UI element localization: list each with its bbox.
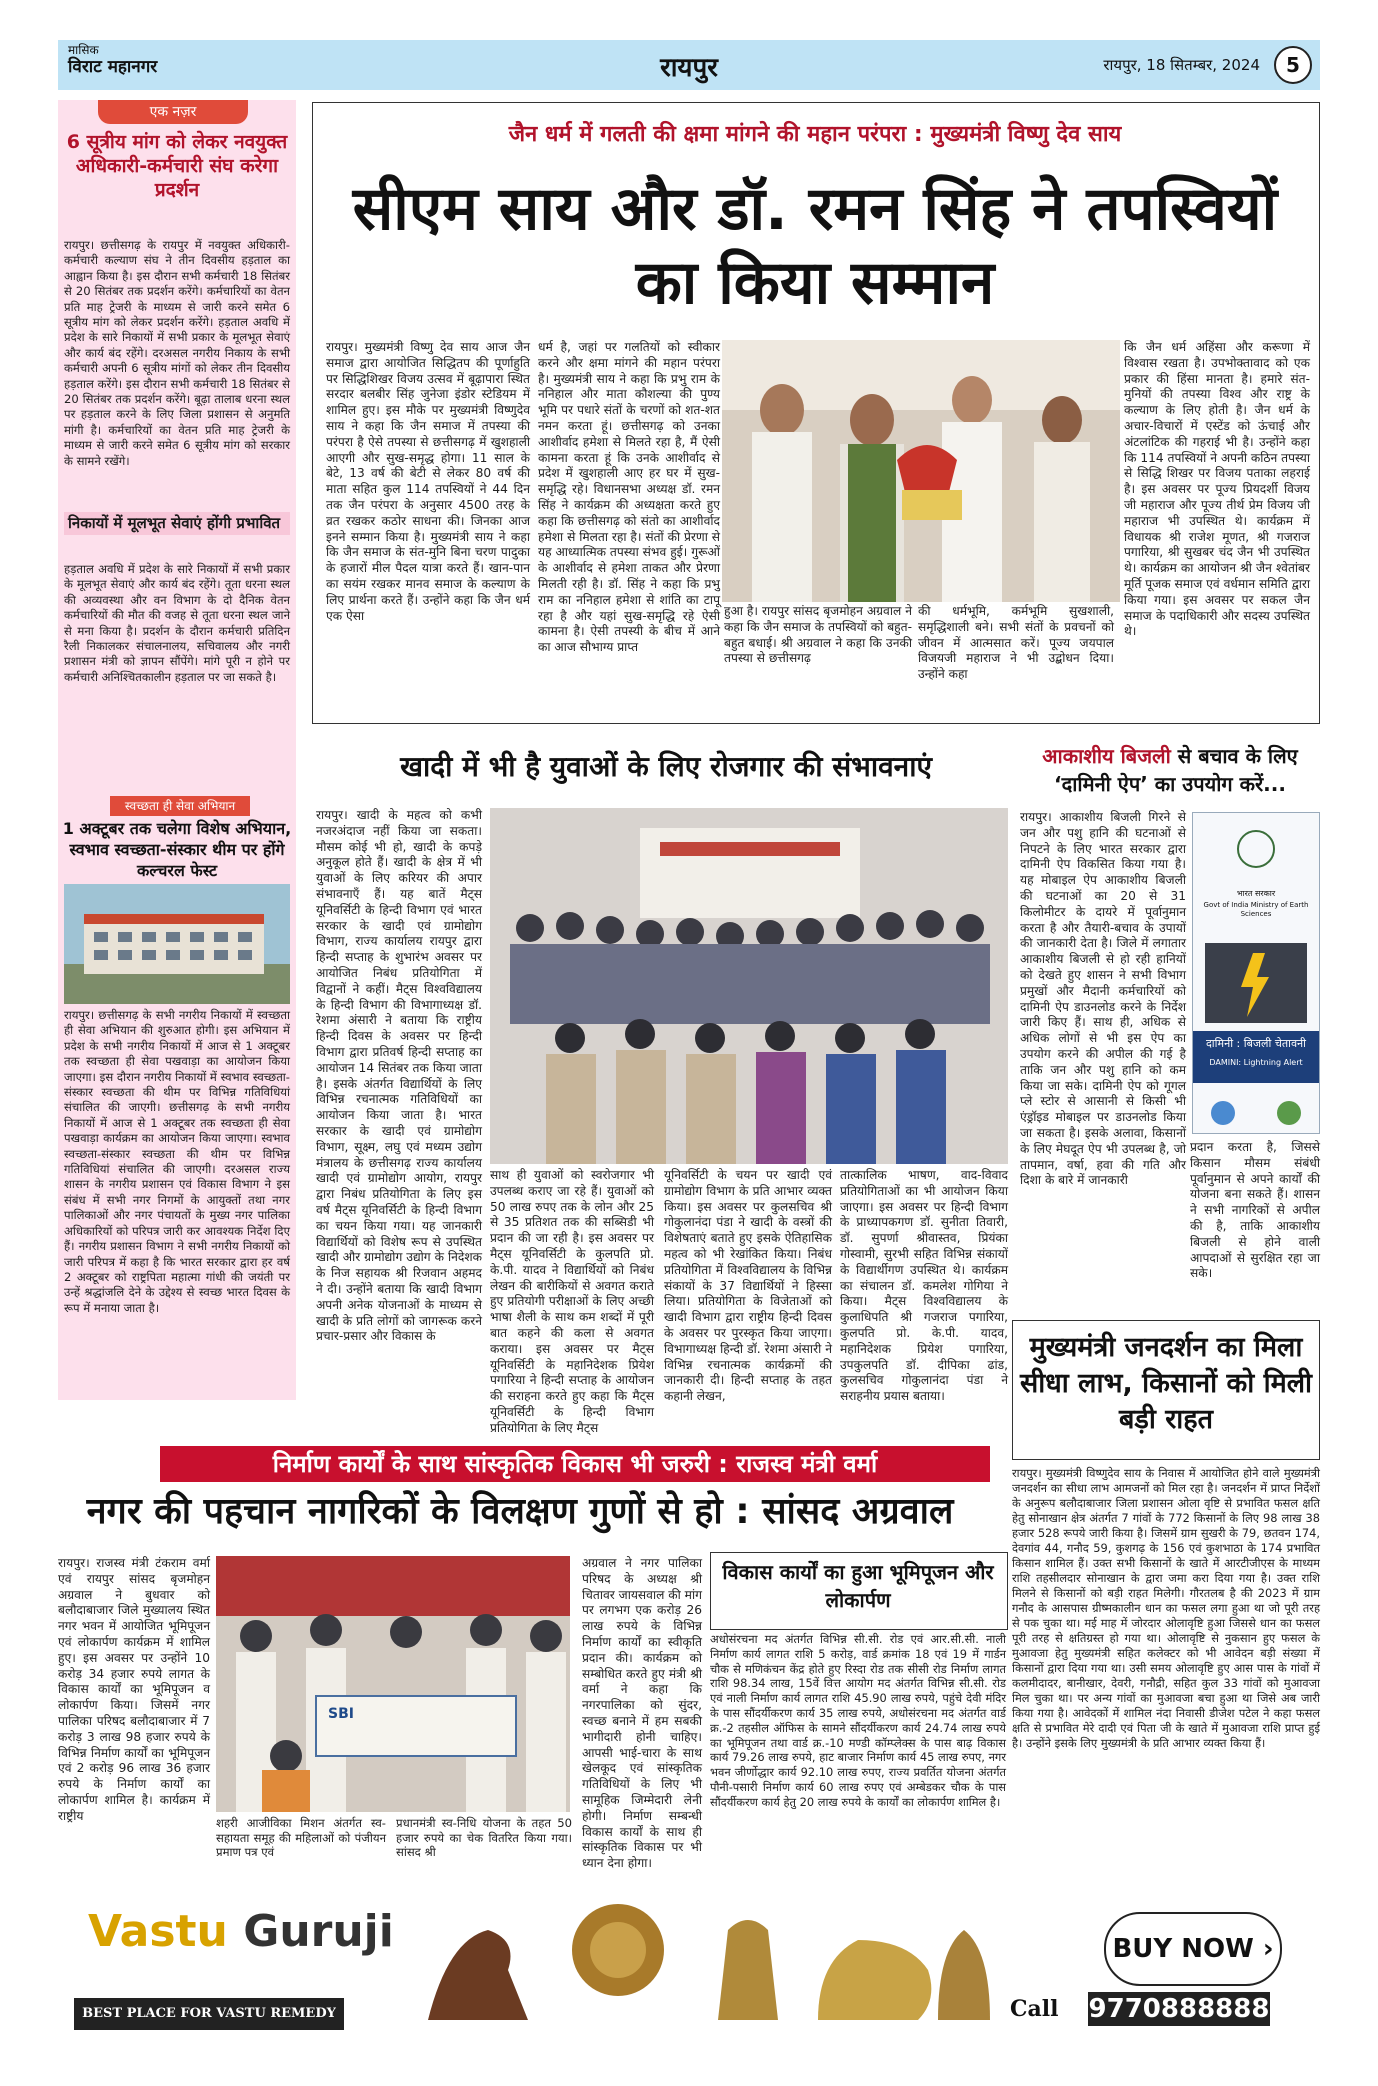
paper-name: मासिक विराट महानगर xyxy=(68,43,158,77)
damini-headline: आकाशीय बिजली से बचाव के लिए ‘दामिनी ऐप’ का उपयोग करें... xyxy=(1042,744,1298,796)
bottom-col-1: रायपुर। राजस्व मंत्री टंकराम वर्मा एवं रायपुर सांसद बृजमोहन अग्रवाल ने बुधवार को बलौदाबाजार जिले मुख्यालय स्थित नगर भवन में आयोजित भूमिपूजन एवं लोकार्पण कार्यक्रम में शामिल हुए। इस अवसर पर उन्होंने 10 करोड़ 34 हजार रुपये लागत के विकास कार्यों का भूमिपूजन व लोकार्पण किया। जिसमें नगर पालिका परिषद बलौदाबाजार में 7 करोड़ 3 लाख 98 हजार रुपये के विभिन्न निर्माण कार्यों का भूमिपूजन एवं 2 करोड़ 96 लाख 36 हजार रुपये के निर्माण कार्यों का लोकार्पण शामिल है। कार्यक्रम में राष्ट्रीय xyxy=(58,1556,210,1823)
phone-number[interactable]: 9770888888 xyxy=(1088,1994,1270,2024)
app-ministry: Govt of India Ministry of Earth Sciences xyxy=(1203,901,1309,918)
khadi-col-4: तात्कालिक भाषण, वाद-विवाद प्रतियोगिताओं का भी आयोजन किया जाएगा। इस अवसर पर हिन्दी विभाग के प्राध्यापकगण डॉ. सुनीता तिवारी, डॉ. सुपर्णा श्रीवास्तव, प्रियंका गोस्वामी, सुरभी सहित विभिन्न संकायों के विद्यार्थीगण उपस्थित थे। कार्यक्रम का संचालन डॉ. कमलेश गोगिया ने किया। मैट्स विश्वविद्यालय के कुलाधिपति श्री गजराज पगारिया, कुलपति प्रो. के.पी. यादव, महानिदेशक प्रियेश पगारिया, उपकुलपति डॉ. दीपिका ढांड, कुलसचिव गोकुलानंदा पंडा ने सराहनीय प्रयास बताया। xyxy=(840,1168,1008,1404)
app-govt: भारत सरकार xyxy=(1236,889,1276,898)
felicitation-photo xyxy=(722,340,1120,602)
lead-col-4: कि जैन धर्म अहिंसा और करूणा में विश्वास रखता है। उपभोक्तावाद को एक प्रकार की हिंसा मानता है। हमारे संत-मुनियों की तपस्या विश्व और राष्ट्र के कल्याण के लिए होती है। जैन धर्म के अचार-विचारों में एस्टेंड को ऊंचाई और अंटलांटिक की गहराई भी है। उन्होंने कहा कि 114 तपस्वियों ने अपनी कठिन तपस्या से सिद्धि शिखर पर विजय पताका लहराई है। इस अवसर पर पूज्य प्रियदर्शी विजय जी महाराज और पूज्य तीर्थ प्रेम विजय जी महाराज भी उपस्थित थे। कार्यक्रम में विधायक श्री राजेश मूणत, श्री गजराज पगारिया, श्री सुखबर चंद जैन भी उपस्थित थे। कार्यक्रम का आयोजन श्री जैन श्वेतांबर मूर्ति पूजक समाज एवं वर्धमान समिति द्वारा किया गया। इस अवसर पर सकल जैन समाज के पदाधिकारी और सदस्य उपस्थित थे। xyxy=(1124,340,1310,639)
page-number: 5 xyxy=(1274,46,1312,84)
lead-col-1: रायपुर। मुख्यमंत्री विष्णु देव साय आज जैन समाज द्वारा आयोजित सिद्धितप की पूर्णाहुति पर सिद्धिशिखर विजय उत्सव में बूढ़ापारा स्थित सरदार बलबीर सिंह जुनेजा इंडोर स्टेडियम में शामिल हुए। इस मौके पर मुख्यमंत्री विष्णुदेव साय ने कहा कि जैन समाज में तपस्या की परंपरा है ऐसे तपस्या से छत्तीसगढ़ में खुशहाली आएगी और सुख-समृद्ध होगा। 11 साल के बेटे, 13 वर्ष की बेटी से लेकर 80 वर्ष की माता सहित कुल 114 तपस्वियों ने 44 दिन तक जैन परंपरा के अनुसार 4500 तरह के व्रत रखकर कठोर साधना की। जिनका आज इनने सम्मान किया है। मुख्यमंत्री साय ने कहा कि जैन समाज के संत-मुनि बिना चरण पादुका के हजारों मील पैदल यात्रा करते हैं। खान-पान का सयंम रखकर मानव समाज के कल्याण के लिए प्रार्थना करते हैं। उन्होंने कहा कि जैन धर्म एक ऐसा xyxy=(326,340,530,623)
app-subtitle: DAMINI: Lightning Alert xyxy=(1209,1058,1303,1067)
ad-tagline: BEST PLACE FOR VASTU REMEDY xyxy=(74,1998,344,2030)
khadi-col-1: रायपुर। खादी के महत्व को कभी नजरअंदाज नहीं किया जा सकता। मौसम कोई भी हो, खादी के कपड़े अनुकूल होते हैं। खादी के क्षेत्र में भी युवाओं के लिए करियर की अपार संभावनाएँ हैं। यह बातें मैट्स यूनिवर्सिटी के हिन्दी विभाग एवं भारत सरकार के खादी एवं ग्रामोद्योग विभाग, राज्य कार्यालय रायपुर द्वारा हिन्दी सप्ताह के शुभारंभ अवसर पर आयोजित निबंध प्रतियोगिता में विद्वानों ने कहीं। मैट्स विश्वविद्यालय के हिन्दी विभाग की विभागाध्यक्ष डॉ. रेशमा अंसारी ने बताया कि राष्ट्रीय हिन्दी दिवस के अवसर पर हिन्दी विभाग द्वारा प्रतिवर्ष हिन्दी सप्ताह का आयोजन 14 सितंबर तक किया जाता है। इसके अंतर्गत विद्यार्थियों के लिए विभिन्न रचनात्मक गतिविधियों का आयोजन किया जाता है। भारत सरकार के खादी एवं ग्रामोद्योग विभाग, सूक्ष्म, लघु एवं मध्यम उद्योग मंत्रालय के छत्तीसगढ़ राज्य कार्यालय खादी एवं ग्रामोद्योग आयोग, रायपुर द्वारा निबंध प्रतियोगिता के लिए इस वर्ष मैट्स यूनिवर्सिटी के हिन्दी विभाग का चयन किया गया। यह जानकारी विद्यार्थियों को विशेष रूप से उपस्थित खादी और ग्रामोद्योग उद्योग के निदेशक के निज सहायक श्री रिजवान अहमद ने दी। उन्होंने बताया कि खादी विभाग अपनी अनेक योजनाओं के माध्यम से खादी के प्रति लोगों को जागरूक करने प्रचार-प्रसार और विकास के xyxy=(316,808,482,1344)
damini-text-1: रायपुर। आकाशीय बिजली गिरने से जन और पशु हानि की घटनाओं से निपटने के लिए भारत सरकार द्वारा दामिनी ऐप विकसित किया गया है। यह मोबाइल ऐप आकाशीय बिजली की घटनाओं का 20 से 31 किलोमीटर के दायरे में पूर्वानुमान करता है और तैयारी-बचाव के उपायों की जानकारी देता है। जिले में लगातार आकाशीय बिजली से हो रही हानियों को देखते हुए शासन ने सभी विभाग प्रमुखों और मैदानी कर्मचारियों को दामिनी ऐप डाउनलोड करने के निर्देश जारी किए हैं। साथ ही, अधिक से अधिक लोगों से भी इस ऐप का उपयोग करने की अपील की गई है ताकि जन और पशु हानि को कम किया जा सके। दामिनी ऐप को गूगल प्ले स्टोर से आसानी से किसी भी एंड्रॉइड मोबाइल पर डाउनलोड किया जा सकता है। इसके अलावा, किसानों के लिए मेघदूत ऐप भी उपलब्ध है, जो तापमान, वर्षा, हवा की गति और दिशा के बारे में जानकारी xyxy=(1020,810,1186,1188)
left-subhead: निकायों में मूलभूत सेवाएं होंगी प्रभावित xyxy=(64,512,290,535)
building-photo xyxy=(64,884,290,1004)
buy-now-button[interactable]: BUY NOW › xyxy=(1104,1912,1282,1986)
ad-brand: Vastu Guruji xyxy=(88,1906,394,1957)
app-name: दामिनी : बिजली चेतावनी xyxy=(1205,1037,1307,1050)
left-headline-1: 6 सूत्रीय मांग को लेकर नवयुक्त अधिकारी-कर्मचारी संघ करेगा प्रदर्शन xyxy=(66,131,288,201)
lead-kicker: जैन धर्म में गलती की क्षमा मांगने की महान परंपरा : मुख्यमंत्री विष्णु देव साय xyxy=(508,122,1122,147)
photo-caption-2: प्रधानमंत्री स्व-निधि योजना के तहत 50 हजार रुपये का चेक वितरित किया गया। सांसद श्री xyxy=(396,1816,572,1860)
jandarshan-text: रायपुर। मुख्यमंत्री विष्णुदेव साय के निवास में आयोजित होने वाले मुख्यमंत्री जनदर्शन का सीधा लाभ आमजनों को मिल रहा है। जनदर्शन में प्राप्त निर्देशों के अनुरूप बलौदाबाजार जिला प्रशासन ओला वृष्टि से प्रभावित फसल क्षति हेतु सोनाखान क्षेत्र अंतर्गत 7 गांवों के 772 किसानों के लिए 98 लाख 38 हजार 528 रूपये जारी किया है। जिसमें ग्राम सुखरी के 79, छतवन 174, देवगांव 44, गनौद 59, कुशगढ़ के 156 एवं कुशभाठा के 174 प्रभावित किसान शामिल हैं। उक्त सभी किसानों के खाते में आरटीजीएस के माध्यम राशि तहसीलदार सोनाखान के द्वारा जमा करा दिया गया है। उक्त राशि मिलने से किसानों को बड़ी राहत मिलेगी। गौरतलब है की 2023 में ग्राम गनौद के आसपास ग्रीष्मकालीन धान का फसल लगा हुआ था जो पूरी तरह से पक चुका था। मई माह में जोरदार ओलावृष्टि हुआ जिससे धान का फसल पूरी तरह से क्षतिग्रस्त हो गया था। ओलावृष्टि से नुकसान हुए फसल के मुआवजा हेतु मुख्यमंत्री सहित कलेक्टर को भी आवेदन बड़ी संख्या में किसानों द्वारा दिया गया था। उसी समय ओलावृष्टि हुए आस पास के गांवों में कलमीदादर, बानीखार, देवरी, गनौद्री, सहित कुल 33 गांवों को मुआवजा मिल चुका था। पर अन्य गांवों का मुआवजा बचा हुआ था जिसे अब जारी किया गया है। आवेदकों में शामिल नंदा निवासी डीजेश पटेल ने कहा फसल क्षति से प्रभावित मेरे दादी एवं पिता जी के खाते में मुआवजा राशि प्राप्त हुई है। उन्होंने इसके लिए मुख्यमंत्री के प्रति आभार व्यक्त किया हैं। xyxy=(1012,1466,1320,1750)
damini-text-2: प्रदान करता है, जिससे किसान मौसम संबंधी पूर्वानुमान से अपने कार्यों की योजना बना सकते हैं। शासन ने सभी नागरिकों से अपील की है, ताकि आकाशीय बिजली से होने वाली आपदाओं से सुरक्षित रहा जा सके। xyxy=(1190,1140,1320,1281)
section-tag: एक नज़र xyxy=(98,100,248,124)
khadi-col-2: साथ ही युवाओं को स्वरोजगार भी उपलब्ध कराए जा रहे हैं। युवाओं को 50 लाख रुपए तक के लोन और 25 से 35 प्रतिशत तक की सब्सिडी भी प्रदान की जा रही है। इस अवसर पर मैट्स यूनिवर्सिटी के कुलपति प्रो. के.पी. यादव ने विद्यार्थियों को निबंध लेखन की बारीकियों से अवगत कराते हुए प्रतियोगी परीक्षाओं के लिए अच्छी भाषा शैली के साथ कम शब्दों में पूरी बात कहने की कला से अवगत कराया। इस अवसर पर मैट्स यूनिवर्सिटी के महानिदेशक प्रियेश पगारिया ने हिन्दी सप्ताह के आयोजन की सराहना करते हुए कहा कि मैट्स यूनिवर्सिटी के हिन्दी विभाग प्रतियोगिता के लिए मैट्स xyxy=(490,1168,654,1435)
lead-headline: सीएम साय और डॉ. रमन सिंह ने तपस्वियों का किया सम्मान xyxy=(352,174,1278,318)
left-story-1: रायपुर। छत्तीसगढ़ के रायपुर में नवयुक्त अधिकारी-कर्मचारी कल्याण संघ ने तीन दिवसीय हड़ताल का आह्वान किया है। इस दौरान सभी कर्मचारी 18 सितंबर से 20 सितंबर तक प्रदर्शन करेंगे। कर्मचारियों का वेतन प्रति माह ट्रेजरी के माध्यम से जारी करने समेत 6 सूत्रीय मांग को लेकर प्रदर्शन करेंगे। हड़ताल अवधि में प्रदेश के सारे निकायों में सभी प्रकार के मूलभूत सेवाएं और कार्य बंद रहेंगे। दरअसल नगरीय निकाय के सभी कर्मचारी अपनी 6 सूत्रीय मांगों को लेकर तीन दिवसीय हड़ताल करेंगे। इस दौरान सभी कर्मचारी 18 सितंबर से 20 सितंबर तक प्रदर्शन करेंगे। बूढ़ा तालाब धरना स्थल पर हड़ताल करने के लिए जिला प्रशासन से अनुमति मांगी है। कर्मचारियों का वेतन प्रति माह ट्रेजरी के माध्यम से जारी करने समेत 6 सूत्रीय मांग को सरकार के सामने रखेंगे। xyxy=(64,238,290,468)
call-label: Call xyxy=(1010,1996,1059,2022)
bottom-kicker-band: निर्माण कार्यों के साथ सांस्कृतिक विकास भी जरुरी : राजस्व मंत्री वर्मा xyxy=(160,1446,990,1482)
left-headline-2: 1 अक्टूबर तक चलेगा विशेष अभियान, स्वभाव स्वच्छता-संस्कार थीम पर होंगे कल्चरल फेस्ट xyxy=(62,819,292,880)
lightning-icon xyxy=(1193,813,1319,1133)
vikas-headline: विकास कार्यों का हुआ भूमिपूजन और लोकार्पण xyxy=(722,1560,994,1612)
city-title: रायपुर xyxy=(660,53,718,83)
sbi-logo-text: SBI xyxy=(328,1706,354,1722)
idols-image xyxy=(418,1890,998,2030)
vikas-text: अधोसंरचना मद अंतर्गत विभिन्न सी.सी. रोड एवं आर.सी.सी. नाली निर्माण कार्य लागत राशि 5 करोड़, वार्ड क्रमांक 18 एवं 19 में गार्डन चौक से मणिकंचन केंद्र होते हुए रिस्दा रोड तक सीसी रोड निर्माण लागत राशि 98.34 लाख, 15वें वित्त आयोग मद अंतर्गत विभिन्न सी.सी. रोड एवं नाली निर्माण कार्य लागत राशि 45.90 लाख रुपये, पहुंचे देवी मंदिर के पास सौंदर्यीकरण कार्य 35 लाख रुपये, अधोसंरचना मद अंतर्गत वार्ड क्र.-2 तहसील ऑफिस के सामने सौंदर्यीकरण कार्य 24.74 लाख रुपये का भूमिपूजन तथा वार्ड क्र.-10 मण्डी कॉम्प्लेक्स के पास बाढ़ विकास कार्य 79.26 लाख रुपये, हाट बाजार निर्माण कार्य 45 लाख रुपए, नगर भवन जीर्णोद्धार कार्य 92.10 लाख रुपए, राज्य प्रवर्तित योजना अंतर्गत पौनी-पसारी निर्माण कार्य 60 लाख रुपए एवं अम्बेडकर चौक के पास सौंदर्यीकरण कार्य हेतु 20 लाख रुपये के कार्यों का लोकार्पण शामिल है। xyxy=(710,1632,1006,1809)
lead-col-2: धर्म है, जहां पर गलतियों को स्वीकार करने और क्षमा मांगने की महान परंपरा है। मुख्यमंत्री साय ने कहा कि प्रभु राम के ननिहाल और माता कौशल्या की पुण्य भूमि पर पधारे संतों के चरणों को शत-शत नमन करता हूं। छत्तीसगढ़ को उनका आशीर्वाद हमेशा से मिलते रहा है, मैं ऐसी कामना करता हूं कि उनके आशीर्वाद से प्रदेश में खुशहाली आए हर घर में सुख-समृद्धि रहे। विधानसभा अध्यक्ष डॉ. रमन सिंह ने कार्यक्रम की अध्यक्षता करते हुए कहा कि छत्तीसगढ़ को संतो का आशीर्वाद हमेशा से मिलता रहा है। संतों की प्रेरणा से यह आध्यात्मिक तपस्या संभव हुई। गुरूओं के आशीर्वाद से हमेशा ताकत और प्रेरणा मिलती रही है। डॉ. सिंह ने कहा कि प्रभु राम का ननिहाल हमेशा से शांति का टापू रहा है और यहां सुख-समृद्धि रहे ऐसी कामना है। ऐसी तपस्यी के बीच में आने का आज सौभाग्य प्राप्त xyxy=(538,340,720,655)
masthead-bar xyxy=(58,40,1320,90)
damini-app-poster xyxy=(1192,812,1320,1134)
left-story-2: हड़ताल अवधि में प्रदेश के सारे निकायों में सभी प्रकार के मूलभूत सेवाएं और कार्य बंद रहेंगे। तूता धरना स्थल की अव्यवस्था और वन विभाग के दो दैनिक वेतन कर्मचारियों की मौत की वजह से तूता धरना स्थल जाने से मना किया है। प्रदर्शन के दौरान कर्मचारी प्रतिदिन रैली निकालकर संचालनालय, सचिवालय और नगरी प्रशासन मंत्री को ज्ञापन सौंपेंगे। मांगे पूरी न होने पर कर्मचारी अनिश्चितकालीन हड़ताल पर जा सकते है। xyxy=(64,562,290,684)
cheque-photo xyxy=(216,1556,570,1812)
khadi-col-3: यूनिवर्सिटी के चयन पर खादी एवं ग्रामोद्योग विभाग के प्रति आभार व्यक्त किया। इस अवसर पर कुलसचिव श्री गोकुलानंदा पंडा ने खादी के वस्त्रों की विशेषताएं बताते हुए इसके ऐतिहासिक महत्व को भी रेखांकित किया। निबंध प्रतियोगिता में विश्वविद्यालय के विभिन्न संकायों के 37 विद्यार्थियों ने हिस्सा लिया। प्रतियोगिता के विजेताओं को खादी विभाग द्वारा राष्ट्रीय हिन्दी दिवस के अवसर पर पुरस्कृत किया जाएगा। विभागाध्यक्ष हिन्दी डॉ. रेशमा अंसारी ने विभिन्न रचनात्मक कार्यक्रमों की जानकारी दी। हिन्दी सप्ताह के तहत कहानी लेखन, xyxy=(664,1168,832,1404)
khadi-headline: खादी में भी है युवाओं के लिए रोजगार की संभावनाएं xyxy=(400,750,932,783)
bottom-headline: नगर की पहचान नागरिकों के विलक्षण गुणों से हो : सांसद अग्रवाल xyxy=(86,1491,954,1532)
bottom-col-2: अग्रवाल ने नगर पालिका परिषद के अध्यक्ष श्री चितावर जायसवाल की मांग पर लगभग एक करोड़ 26 लाख रुपये के विभिन्न निर्माण कार्यों का स्वीकृति प्रदान की। कार्यक्रम को सम्बोधित करते हुए मंत्री श्री वर्मा ने कहा कि नगरपालिका को सुंदर, स्वच्छ बनाने में हम सबकी भागीदारी होनी चाहिए। आपसी भाई-चारा के साथ खेलकूद एवं सांस्कृतिक गतिविधियों के लिए भी सामूहिक जिम्मेदारी लेनी होगी। निर्माण सम्बन्धी विकास कार्यों के साथ ही सांस्कृतिक विकास पर भी ध्यान देना होगा। xyxy=(582,1556,702,1871)
issue-date: रायपुर, 18 सितम्बर, 2024 xyxy=(1103,56,1260,74)
lead-col-3b: की धर्मभूमि, कर्मभूमि सुखशाली, समृद्धिशाली बने। सभी संतों के प्रवचनों को जीवन में आत्मसात करें। पूज्य जयपाल विजयजी महाराज ने भी उद्बोधन दिया। उन्होंने कहा xyxy=(918,604,1114,682)
photo-caption-1: शहरी आजीविका मिशन अंतर्गत स्व-सहायता समूह की महिलाओं को पंजीयन प्रमाण पत्र एवं xyxy=(216,1816,386,1860)
left-kicker: स्वच्छता ही सेवा अभियान xyxy=(110,796,250,816)
lead-col-3a: हुआ है। रायपुर सांसद बृजमोहन अग्रवाल ने कहा कि जैन समाज के तपस्वियों को बहुत-बहुत बधाई। श्री अग्रवाल ने कहा कि उनकी तपस्या से छत्तीसगढ़ xyxy=(724,604,912,666)
left-story-3: रायपुर। छत्तीसगढ़ के सभी नगरीय निकायों में स्वच्छता ही सेवा अभियान की शुरुआत होगी। इस अभियान में प्रदेश के सभी नगरीय निकायों में आज से 1 अक्टूबर तक स्वच्छता ही सेवा पखवाड़ा का आयोजन किया जाएगा। इस दौरान नगरीय निकायों में स्वभाव स्वच्छता-संस्कार स्वच्छता की थीम पर विभिन्न गतिविधियां संचालित की जाएगी। छत्तीसगढ़ के सभी नगरीय निकायों में आज से 1 अक्टूबर तक स्वच्छता ही सेवा पखवाड़ा कार्यक्रम का आयोजन किया जाएगा। स्वभाव स्वच्छता-संस्कार स्वच्छता की थीम पर विभिन्न गतिविधियां संचालित की जाएगी। दरअसल राज्य शासन के नगरीय प्रशासन एवं विकास विभाग ने इस संबंध में सभी नगर निगमों के आयुक्तों तथा नगर पालिकाओं और नगर पंचायतों के मुख्य नगर पालिका अधिकारियों को परिपत्र जारी कर आवश्यक निर्देश दिए हैं। नगरीय प्रशासन विभाग ने सभी नगरीय निकायों को जारी परिपत्र में कहा है कि भारत सरकार द्वारा हर वर्ष 2 अक्टूबर को राष्ट्रपिता महात्मा गांधी की जयंती पर उन्हें श्रद्धांजलि देने के उद्देश्य से स्वच्छ भारत दिवस के रूप में मनाया जाता है। xyxy=(64,1008,290,1315)
jandarshan-headline: मुख्यमंत्री जनदर्शन का मिला सीधा लाभ, किसानों को मिली बड़ी राहत xyxy=(1019,1332,1313,1435)
khadi-group-photo xyxy=(490,808,1008,1164)
